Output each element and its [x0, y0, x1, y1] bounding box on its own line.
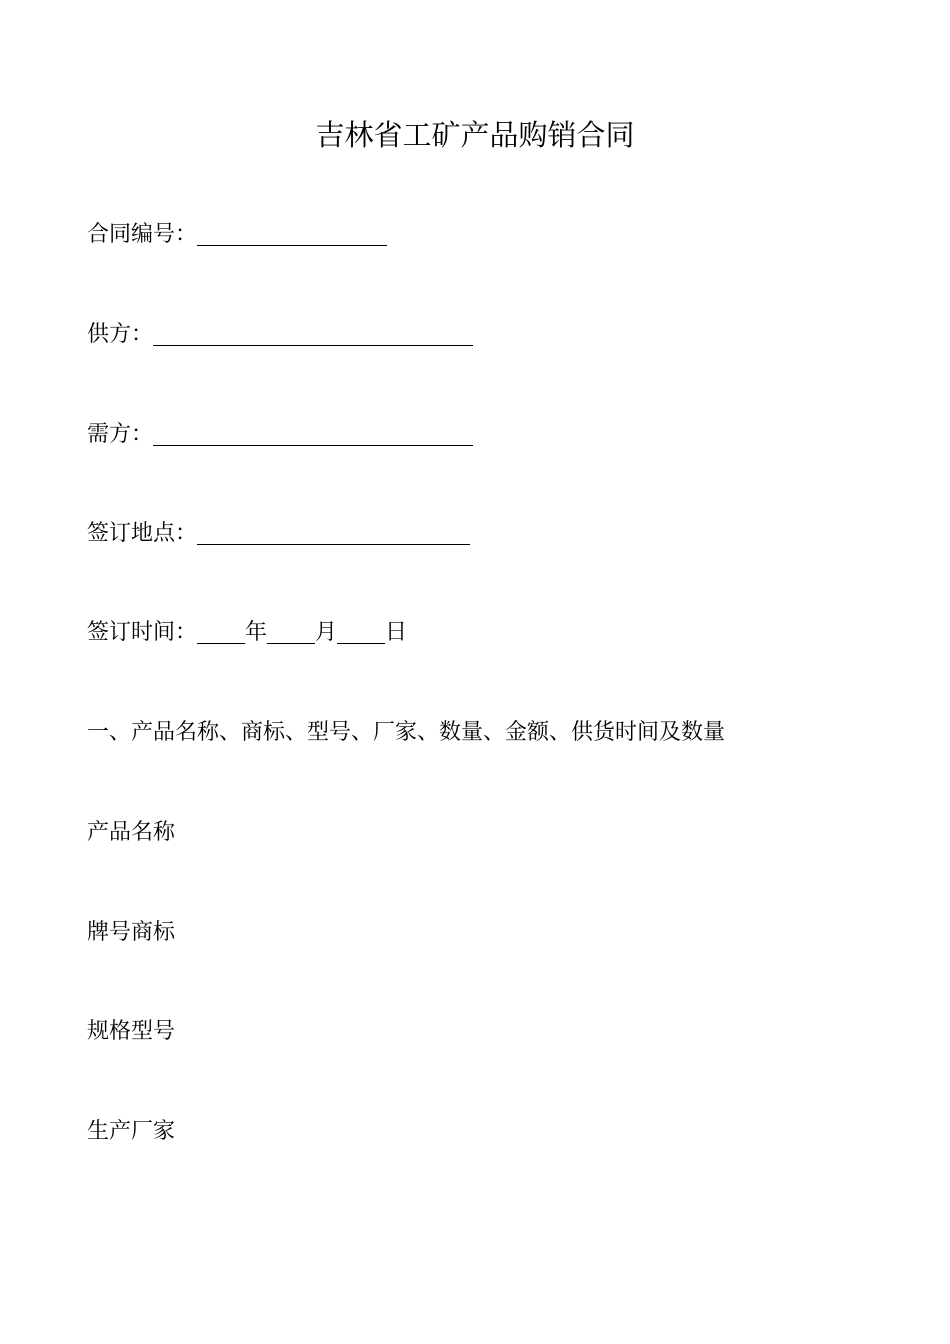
signing-time-line: [87, 618, 407, 648]
supplier-label: 供方：: [87, 322, 154, 347]
year-blank: [197, 621, 245, 644]
field-spec-model: 规格型号: [87, 1019, 176, 1044]
supplier-blank: [153, 323, 473, 346]
buyer-line: [87, 420, 473, 450]
contract-number-line: [87, 220, 387, 250]
section-1-heading: 一、产品名称、商标、型号、厂家、数量、金额、供货时间及数量: [87, 720, 726, 745]
signing-time-label: 签订时间：: [87, 620, 198, 645]
contract-number-label: 合同编号：: [87, 222, 198, 247]
month-label: 月: [315, 620, 338, 645]
contract-number-blank: [197, 223, 387, 246]
field-product-name: 产品名称: [87, 820, 176, 845]
buyer-label: 需方：: [87, 422, 154, 447]
day-label: 日: [385, 620, 408, 645]
signing-place-label: 签订地点：: [87, 521, 198, 546]
buyer-blank: [153, 423, 473, 446]
field-brand: 牌号商标: [87, 920, 176, 945]
year-label: 年: [245, 620, 268, 645]
document-title: 吉林省工矿产品购销合同: [315, 118, 635, 152]
signing-place-blank: [197, 522, 470, 545]
month-blank: [267, 621, 315, 644]
day-blank: [337, 621, 385, 644]
supplier-line: [87, 320, 473, 350]
field-manufacturer: 生产厂家: [87, 1119, 176, 1144]
signing-place-line: [87, 519, 470, 549]
